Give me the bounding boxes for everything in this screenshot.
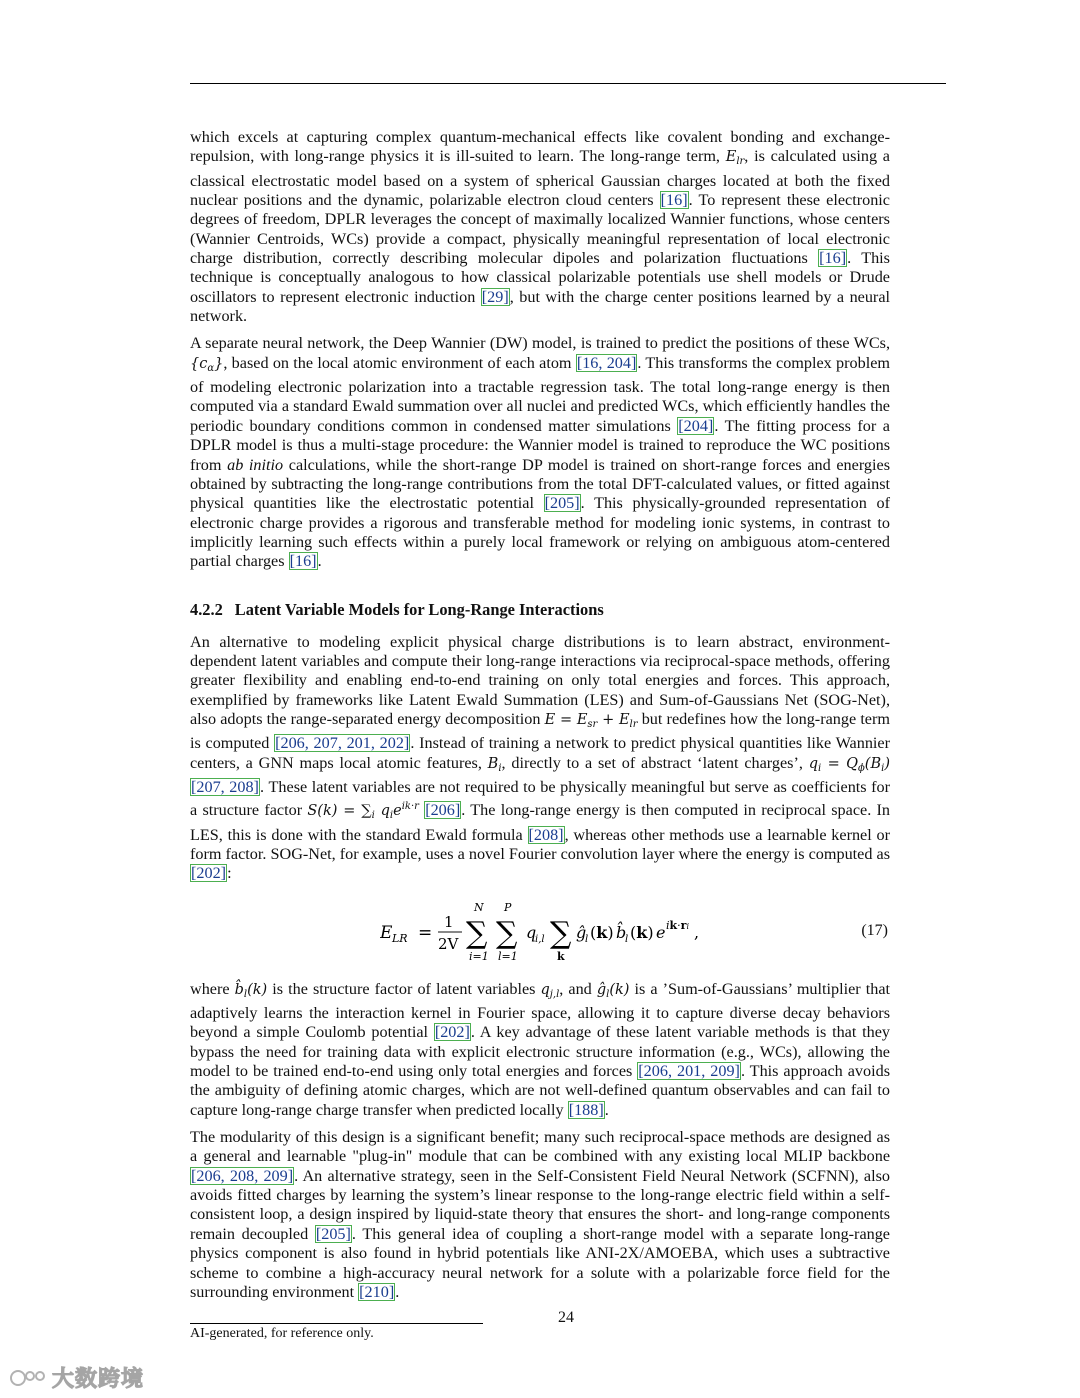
eq-comma: , [694, 922, 700, 942]
text: . The long-range energy is then computed in reciprocal space. In LES, this is done with the standard Ewald formula [190, 801, 891, 844]
text: . This transforms the complex problem of modeling electronic polarization into a tractable regression task. The total long-range energy is then computed via a standard Ewald summation over all nuclei and predicted WCs, which efficiently handles the periodic boundary conditions common in condensed matter simulations [190, 353, 890, 435]
citation-link[interactable]: [207, 208] [191, 777, 259, 796]
eq-sum1: ∑ [466, 915, 488, 951]
text: . Instead of training a network to predict physical quantities like Wannier centers, a GNN maps local atomic features, [190, 734, 890, 772]
paragraph-latent-variables [190, 633, 890, 884]
citation-link[interactable]: [16] [660, 191, 688, 210]
text: which excels at capturing complex quantum-mechanical effects like covalent bonding and exchange-repulsion, with long-range physics it is ill-suited to learn. The long-range term, [190, 128, 890, 166]
section-heading [190, 600, 890, 620]
eq-frac-num: 1 [444, 912, 454, 931]
text: . This technique is conceptually analogous to how classical polarizable potentials use shell models or Drude oscillators to represent electronic induction [190, 249, 890, 306]
section-number: 4.2.2 [190, 599, 223, 619]
text: . This approach avoids the ambiguity of defining atomic charges, which are not well-defined quantum observables and can fail to capture long-range charge transfer when predicted locally [190, 1062, 890, 1119]
math-g-hat: $ĝ_l(k)$ [596, 981, 630, 1000]
footnote-rule [190, 1323, 483, 1324]
citation-link[interactable]: [208] [528, 825, 564, 844]
math-structure-factor: $S(k) = \sum_i$ $q_ie^{ik\cdot r}$ [307, 801, 419, 822]
text: but redefines how the long-range term is computed [190, 709, 890, 753]
text: , but with the charge center positions learned by a neural network. [190, 287, 891, 326]
footnote: AI-generated, for reference only. [190, 1326, 374, 1341]
text: , whereas other methods use a learnable kernel or form factor. SOG-Net, for example, uses a novel Fourier convolution layer where the energy is computed as [190, 825, 890, 863]
page-number: 24 [558, 1309, 574, 1326]
text: . [604, 1100, 609, 1119]
text: , directly to a set of abstract ‘latent charges’, [501, 753, 809, 772]
citation-link[interactable]: [202] [191, 864, 227, 883]
citation-link[interactable]: [16] [289, 552, 317, 571]
eq-gkernel: ĝ [576, 922, 587, 942]
citation-link[interactable]: [202] [434, 1023, 470, 1042]
text: : [227, 864, 232, 883]
page-body [190, 128, 890, 1310]
text: The modularity of this design is a significant benefit; many such reciprocal-space methods are designed as a general and learnable "plug-in" module that can be combined with any existing local MLIP backbone [190, 1128, 890, 1166]
math-c-alpha: $\{c_\alpha\}$ [190, 355, 224, 374]
eq-sum2: ∑ [496, 915, 518, 951]
equation-number: (17) [861, 921, 888, 939]
paragraph-deep-wannier [190, 334, 890, 571]
citation-link[interactable]: [206, 201, 209] [638, 1062, 740, 1081]
eq-q-sub: i,l [535, 933, 545, 945]
citation-link[interactable]: [205] [544, 494, 580, 513]
watermark-logo-icon [8, 1366, 48, 1390]
eq-frac-den: 2V [438, 934, 459, 953]
eq-exp: e [656, 922, 666, 942]
text: is a ’Sum-of-Gaussians’ multiplier that adaptively learns the interaction kernel in Fourier space, allowing it to capture diverse decay behaviors beyond a simple Coulomb potential [190, 979, 890, 1042]
watermark [8, 1362, 144, 1393]
citation-link[interactable]: [16] [819, 249, 847, 268]
math-q-jl: $q_{j,l}$ [540, 981, 560, 1000]
header-rule [190, 83, 946, 84]
equation-formula [380, 898, 720, 970]
math-latent-charge: $q_i = Q_\phi(B_i)$ [808, 755, 890, 774]
eq-sum1-top: N [474, 900, 484, 914]
text: . These latent variables are not required to be physically meaningful but serve as coefficients for a structure factor [190, 777, 890, 820]
text: . This general idea of coupling a short-range model with a separate long-range physics component is also found in hybrid potentials like ANI-2X/AMOEBA, which uses a subtractive scheme to combine a high-accuracy neural network for a solute with a polarizable force field for the surrounding environment [190, 1224, 890, 1301]
eq-g-sub: l [585, 933, 589, 945]
paragraph-dplr-long-range [190, 128, 890, 326]
text: is the structure factor of latent variables [267, 979, 541, 998]
text: where [190, 979, 235, 998]
eq-sum2-bot: l=1 [498, 949, 518, 963]
paragraph-modularity [190, 1128, 890, 1302]
citation-link[interactable]: [204] [678, 416, 714, 435]
citation-link[interactable]: [206] [425, 801, 461, 820]
eq-g-arg: (k) [590, 922, 614, 942]
citation-link[interactable]: [206, 208, 209] [191, 1166, 294, 1185]
text: , and [559, 979, 597, 998]
text: . [317, 552, 322, 571]
eq-sum3-bot: k [557, 949, 565, 963]
watermark-text: 大数跨境 [52, 1367, 145, 1392]
text: , is calculated using a classical electrostatic model based on a system of spherical Gaussian charges located at both the fixed nuclear positions and the dynamic, polarizable electron cloud centers [190, 147, 890, 210]
equation-17 [190, 898, 890, 970]
section-title: Latent Variable Models for Long-Range Interactions [234, 599, 604, 619]
math-B-i: $B_i$ [487, 755, 502, 774]
eq-q: q [526, 922, 537, 942]
eq-exp-sup: ik·ri [666, 918, 690, 932]
citation-link[interactable]: [210] [359, 1282, 395, 1301]
text: . An alternative strategy, seen in the Self-Consistent Field Neural Network (SCFNN), also avoids fitted charges by learning the system’s linear response to the long-range electric field within a self-consistent loop, a design inspired by liquid-state theory that ensures the short- and long-range components remain decoupled [190, 1166, 890, 1243]
text: , based on the local atomic environment of each atom [223, 353, 576, 372]
text: . The fitting process for a DPLR model is thus a multi-stage procedure: the Wannier model is trained to reproduce the WC positions from [190, 416, 890, 474]
citation-link[interactable]: [206, 207, 201, 202] [275, 734, 410, 753]
math-b-hat: $b̂_l(k)$ [234, 981, 268, 1000]
eq-b-arg: (k) [630, 922, 654, 942]
citation-link[interactable]: [29] [481, 287, 509, 306]
text: . To represent these electronic degrees of freedom, DPLR leverages the concept of maximally localized Wannier functions, whose centers (Wannier Centroids, WCs) provide a compact, physically meaningful representation of local electronic charge distribution, correctly describing molecular dipoles and polarization fluctuations [190, 191, 890, 268]
emphasis-ab-initio: ab initio [227, 455, 284, 474]
citation-link[interactable]: [205] [315, 1224, 351, 1243]
text: calculations, while the short-range DP model is trained on short-range forces and energies obtained by subtracting the long-range contributions from the total DFT-calculated values, or fitted against physical quantities like the electrostatic potential [190, 455, 890, 513]
math-E-lr: $E_{lr}$ [725, 149, 745, 168]
eq-bfactor: b̂ [616, 922, 627, 942]
text: . [395, 1282, 400, 1301]
text: An alternative to modeling explicit physical charge distributions is to learn abstract, environment-dependent latent variables and compute their long-range interactions via reciprocal-space methods, offering greater flexibility and enabling end-to-end training on only total energies and forces. This approach, exemplified by frameworks like Latent Ewald Summation (LES) and Sum-of-Gaussians Net (SOG-Net), also adopts the range-separated energy decomposition [190, 632, 890, 728]
citation-link[interactable]: [188] [568, 1100, 604, 1119]
eq-lhs-sub: LR [392, 931, 408, 945]
math-range-separation: $E = E_{sr} + E_{lr}$ [544, 711, 638, 730]
eq-lhs: E [380, 922, 393, 943]
citation-link[interactable]: [16, 204] [576, 353, 637, 372]
eq-equals: = [418, 922, 433, 943]
eq-sum3: ∑ [550, 915, 572, 951]
text: A separate neural network, the Deep Wannier (DW) model, is trained to predict the positions of these WCs, [190, 334, 890, 353]
eq-sum1-bot: i=1 [469, 949, 489, 963]
text: . This physically-grounded representation of electronic charge provides a rigorous and transferable method for modeling ionic systems, in contrast to implicitly learning such effects within a purely local framework or relying on ambiguous atom-centered partial charges [190, 494, 890, 571]
text: . A key advantage of these latent variable methods is that they bypass the need for training data with explicit electronic structure information (e.g., WCs), allowing the model to be trained end-to-end using only total energies and forces [190, 1023, 891, 1081]
eq-b-sub: l [625, 933, 629, 945]
eq-sum2-top: P [504, 900, 512, 914]
paragraph-sog-kernel [190, 980, 890, 1120]
